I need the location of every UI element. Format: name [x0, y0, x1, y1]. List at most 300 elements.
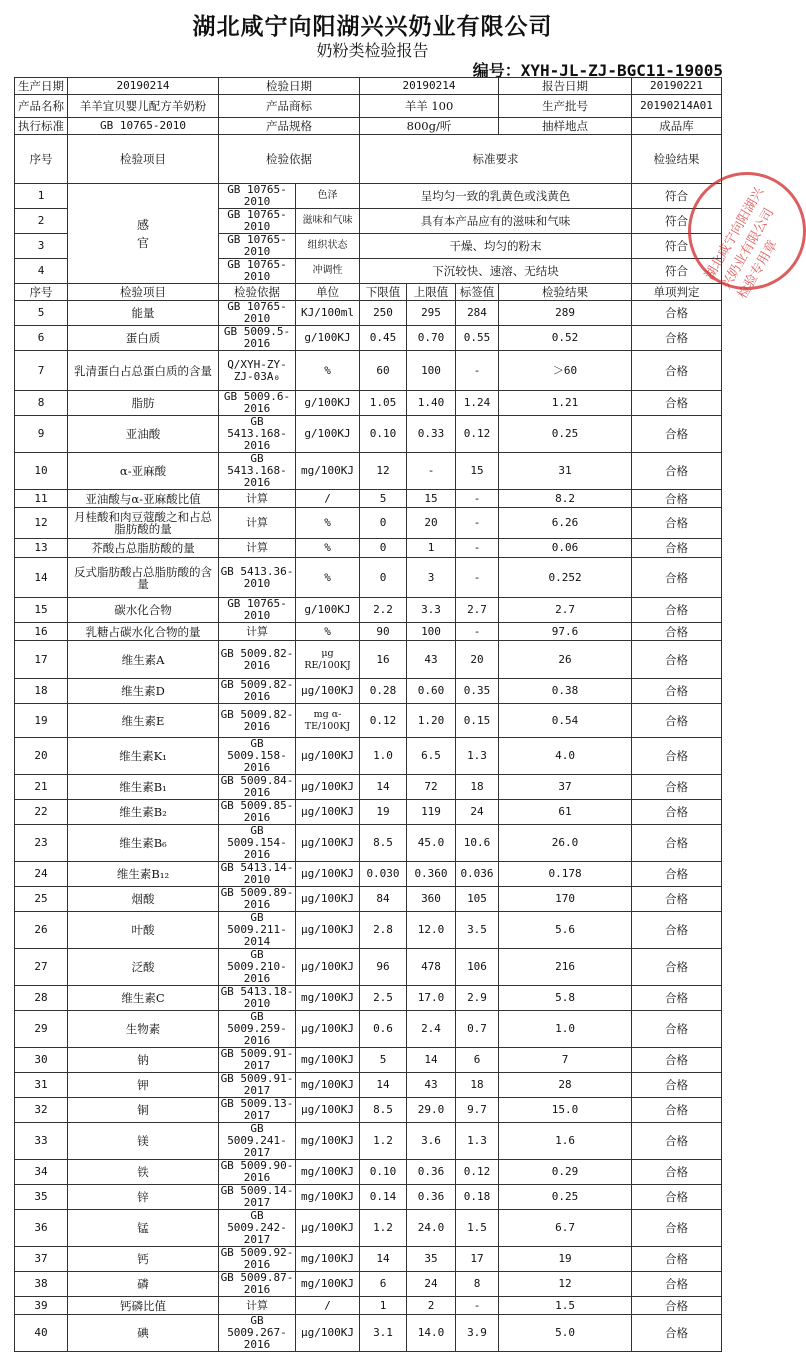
cell-no: 23: [15, 825, 68, 862]
cell-min: 0.10: [360, 416, 407, 453]
cell-unit: μg/100KJ: [296, 1210, 360, 1247]
cell-min: 0.12: [360, 704, 407, 738]
cell-judge: 合格: [632, 416, 722, 453]
cell-label: 3.5: [456, 912, 499, 949]
nutrient-row: [15, 679, 722, 704]
cell-item: 维生素E: [68, 704, 219, 738]
cell-result: 0.178: [499, 862, 632, 887]
cell-no: 7: [15, 351, 68, 391]
cell-judge: 合格: [632, 1210, 722, 1247]
cell-no: 17: [15, 641, 68, 679]
cell-unit: mg/100KJ: [296, 1247, 360, 1272]
cell-max: 1.40: [407, 391, 456, 416]
cell-label: 20: [456, 641, 499, 679]
cell-unit: mg/100KJ: [296, 1160, 360, 1185]
cell-basis: GB 5009.267-2016: [219, 1315, 296, 1352]
cell-unit: g/100KJ: [296, 391, 360, 416]
cell-judge: 合格: [632, 912, 722, 949]
cell-basis: GB 10765-2010: [219, 184, 296, 209]
report-date-label: 报告日期: [499, 78, 632, 95]
product-value: 羊羊宜贝婴儿配方羊奶粉: [68, 95, 219, 118]
cell-judge: 合格: [632, 508, 722, 539]
cell-no: 27: [15, 949, 68, 986]
cell-result: 289: [499, 301, 632, 326]
cell-req: 下沉较快、速溶、无结块: [360, 259, 632, 284]
cell-max: 0.36: [407, 1185, 456, 1210]
cell-max: 43: [407, 1073, 456, 1098]
cell-result: 6.26: [499, 508, 632, 539]
nutrient-row: [15, 1272, 722, 1297]
cell-min: 1: [360, 1297, 407, 1315]
cell-no: 16: [15, 623, 68, 641]
cell-min: 16: [360, 641, 407, 679]
std-label: 执行标准: [15, 118, 68, 135]
cell-judge: 合格: [632, 351, 722, 391]
cell-result: 0.52: [499, 326, 632, 351]
nutrient-row: [15, 800, 722, 825]
cell-basis: 计算: [219, 539, 296, 558]
brand-value: 羊羊 100: [360, 95, 499, 118]
cell-max: 0.70: [407, 326, 456, 351]
cell-max: 24.0: [407, 1210, 456, 1247]
cell-basis: GB 10765-2010: [219, 259, 296, 284]
nutrient-row: [15, 508, 722, 539]
cell-max: 3.3: [407, 598, 456, 623]
cell-item: 烟酸: [68, 887, 219, 912]
cell-result: 7: [499, 1048, 632, 1073]
cell-unit: μg/100KJ: [296, 949, 360, 986]
cell-item: 乳糖占碳水化合物的量: [68, 623, 219, 641]
cell-unit: mg/100KJ: [296, 1123, 360, 1160]
cell-max: 14: [407, 1048, 456, 1073]
cell-no: 34: [15, 1160, 68, 1185]
cell-min: 60: [360, 351, 407, 391]
cell-item: 铁: [68, 1160, 219, 1185]
spec-label: 产品规格: [219, 118, 360, 135]
cell-max: 100: [407, 623, 456, 641]
cell-no: 3: [15, 234, 68, 259]
cell-label: 0.12: [456, 416, 499, 453]
cell-unit: mg/100KJ: [296, 453, 360, 490]
cell-unit: /: [296, 490, 360, 508]
cell-result: 5.6: [499, 912, 632, 949]
cell-min: 5: [360, 490, 407, 508]
cell-no: 4: [15, 259, 68, 284]
cell-result: 19: [499, 1247, 632, 1272]
cell-item: 碳水化合物: [68, 598, 219, 623]
cell-judge: 合格: [632, 1185, 722, 1210]
nutrient-row: [15, 986, 722, 1011]
cell-no: 32: [15, 1098, 68, 1123]
cell-unit: %: [296, 508, 360, 539]
cell-min: 0.45: [360, 326, 407, 351]
cell-judge: 合格: [632, 1098, 722, 1123]
cell-basis: GB 5009.210-2016: [219, 949, 296, 986]
cell-judge: 合格: [632, 1123, 722, 1160]
cell-judge: 合格: [632, 800, 722, 825]
cell-min: 2.8: [360, 912, 407, 949]
cell-unit: /: [296, 1297, 360, 1315]
cell-result: 0.29: [499, 1160, 632, 1185]
cell-max: 45.0: [407, 825, 456, 862]
cell-unit: μg/100KJ: [296, 887, 360, 912]
cell-label: 0.18: [456, 1185, 499, 1210]
sensory-header-result: 检验结果: [632, 135, 722, 184]
cell-unit: KJ/100ml: [296, 301, 360, 326]
cell-no: 1: [15, 184, 68, 209]
cell-item: 泛酸: [68, 949, 219, 986]
cell-item: 维生素B₁: [68, 775, 219, 800]
cell-result: 216: [499, 949, 632, 986]
cell-min: 19: [360, 800, 407, 825]
cell-unit: μg/100KJ: [296, 825, 360, 862]
cell-basis: GB 5413.36-2010: [219, 558, 296, 598]
cell-label: -: [456, 351, 499, 391]
cell-judge: 合格: [632, 1247, 722, 1272]
cell-no: 13: [15, 539, 68, 558]
cell-item: 亚油酸: [68, 416, 219, 453]
cell-label: -: [456, 558, 499, 598]
cell-basis: GB 5009.84-2016: [219, 775, 296, 800]
brand-label: 产品商标: [219, 95, 360, 118]
cell-label: 0.55: [456, 326, 499, 351]
cell-min: 2.2: [360, 598, 407, 623]
cell-label: 15: [456, 453, 499, 490]
cell-basis: GB 5009.259-2016: [219, 1011, 296, 1048]
cell-max: 100: [407, 351, 456, 391]
cell-unit: μg/100KJ: [296, 1011, 360, 1048]
nutrient-row: [15, 1247, 722, 1272]
cell-min: 0: [360, 539, 407, 558]
sensory-group-char: 感: [136, 217, 149, 232]
cell-judge: 合格: [632, 1272, 722, 1297]
cell-judge: 合格: [632, 887, 722, 912]
cell-min: 3.1: [360, 1315, 407, 1352]
cell-result: 1.6: [499, 1123, 632, 1160]
cell-result: 15.0: [499, 1098, 632, 1123]
nutrient-row: [15, 416, 722, 453]
cell-max: 3: [407, 558, 456, 598]
cell-result: 0.38: [499, 679, 632, 704]
cell-result: ＞60: [499, 351, 632, 391]
nutrient-row: [15, 1011, 722, 1048]
batch-value: 20190214A01: [632, 95, 722, 118]
cell-label: -: [456, 508, 499, 539]
cell-judge: 合格: [632, 1048, 722, 1073]
sample-label: 抽样地点: [499, 118, 632, 135]
document-number: 编号：XYH-JL-ZJ-BGC11-19005: [472, 61, 723, 80]
test-date-label: 检验日期: [219, 78, 360, 95]
cell-unit: %: [296, 351, 360, 391]
cell-basis: GB 5009.89-2016: [219, 887, 296, 912]
nutrient-row: [15, 862, 722, 887]
report-date-value: 20190221: [632, 78, 722, 95]
cell-attr: 色泽: [296, 184, 360, 209]
cell-item: 锌: [68, 1185, 219, 1210]
cell-item: 钙磷比值: [68, 1297, 219, 1315]
nutrient-row: [15, 598, 722, 623]
cell-judge: 合格: [632, 1073, 722, 1098]
nutrient-header-cell: 检验依据: [219, 284, 296, 301]
cell-judge: 合格: [632, 862, 722, 887]
cell-label: 18: [456, 775, 499, 800]
cell-label: 105: [456, 887, 499, 912]
cell-no: 19: [15, 704, 68, 738]
cell-max: 2.4: [407, 1011, 456, 1048]
cell-unit: μg/100KJ: [296, 679, 360, 704]
cell-result: 1.21: [499, 391, 632, 416]
cell-max: 2: [407, 1297, 456, 1315]
cell-no: 5: [15, 301, 68, 326]
cell-item: 亚油酸与α-亚麻酸比值: [68, 490, 219, 508]
sensory-header-req: 标准要求: [360, 135, 632, 184]
cell-item: 维生素B₁₂: [68, 862, 219, 887]
cell-min: 0: [360, 558, 407, 598]
cell-no: 26: [15, 912, 68, 949]
cell-basis: GB 5009.85-2016: [219, 800, 296, 825]
cell-item: 镁: [68, 1123, 219, 1160]
nutrient-row: [15, 1048, 722, 1073]
nutrient-row: [15, 775, 722, 800]
cell-no: 21: [15, 775, 68, 800]
cell-label: 18: [456, 1073, 499, 1098]
cell-item: 碘: [68, 1315, 219, 1352]
cell-min: 14: [360, 1073, 407, 1098]
cell-item: 维生素C: [68, 986, 219, 1011]
cell-max: 24: [407, 1272, 456, 1297]
cell-min: 1.2: [360, 1210, 407, 1247]
cell-min: 0: [360, 508, 407, 539]
cell-label: -: [456, 539, 499, 558]
cell-item: 月桂酸和肉豆蔻酸之和占总脂肪酸的量: [68, 508, 219, 539]
cell-label: 0.7: [456, 1011, 499, 1048]
batch-label: 生产批号: [499, 95, 632, 118]
cell-judge: 合格: [632, 326, 722, 351]
cell-max: 119: [407, 800, 456, 825]
cell-no: 11: [15, 490, 68, 508]
cell-min: 8.5: [360, 825, 407, 862]
cell-label: -: [456, 490, 499, 508]
cell-max: 478: [407, 949, 456, 986]
cell-basis: GB 5009.154-2016: [219, 825, 296, 862]
cell-basis: GB 5009.241-2017: [219, 1123, 296, 1160]
prod-date-label: 生产日期: [15, 78, 68, 95]
cell-basis: GB 5009.242-2017: [219, 1210, 296, 1247]
cell-item: 维生素D: [68, 679, 219, 704]
cell-basis: GB 5009.14-2017: [219, 1185, 296, 1210]
cell-req: 呈均匀一致的乳黄色或浅黄色: [360, 184, 632, 209]
cell-result: 5.0: [499, 1315, 632, 1352]
cell-min: 0.030: [360, 862, 407, 887]
nutrient-header-cell: 标签值: [456, 284, 499, 301]
cell-unit: g/100KJ: [296, 416, 360, 453]
cell-item: 叶酸: [68, 912, 219, 949]
cell-attr: 滋味和气味: [296, 209, 360, 234]
cell-judge: 合格: [632, 490, 722, 508]
nutrient-row: [15, 558, 722, 598]
cell-judge: 合格: [632, 391, 722, 416]
cell-min: 250: [360, 301, 407, 326]
nutrient-row: [15, 301, 722, 326]
cell-unit: mg/100KJ: [296, 1185, 360, 1210]
cell-label: 2.7: [456, 598, 499, 623]
cell-min: 0.14: [360, 1185, 407, 1210]
cell-max: 72: [407, 775, 456, 800]
cell-req: 干燥、均匀的粉末: [360, 234, 632, 259]
nutrient-row: [15, 949, 722, 986]
cell-judge: 合格: [632, 453, 722, 490]
nutrient-row: [15, 391, 722, 416]
nutrient-row: [15, 490, 722, 508]
cell-attr: 冲调性: [296, 259, 360, 284]
cell-result: 5.8: [499, 986, 632, 1011]
cell-no: 35: [15, 1185, 68, 1210]
cell-max: 295: [407, 301, 456, 326]
nutrient-row: [15, 1098, 722, 1123]
cell-max: 6.5: [407, 738, 456, 775]
cell-item: 蛋白质: [68, 326, 219, 351]
cell-label: 8: [456, 1272, 499, 1297]
cell-label: 1.5: [456, 1210, 499, 1247]
cell-item: 脂肪: [68, 391, 219, 416]
cell-judge: 合格: [632, 1315, 722, 1352]
nutrient-row: [15, 825, 722, 862]
cell-label: 24: [456, 800, 499, 825]
cell-min: 12: [360, 453, 407, 490]
sensory-header-item: 检验项目: [68, 135, 219, 184]
nutrient-row: [15, 704, 722, 738]
cell-label: 0.15: [456, 704, 499, 738]
cell-label: 3.9: [456, 1315, 499, 1352]
cell-no: 14: [15, 558, 68, 598]
cell-unit: %: [296, 623, 360, 641]
cell-result: 97.6: [499, 623, 632, 641]
cell-result: 31: [499, 453, 632, 490]
cell-unit: g/100KJ: [296, 326, 360, 351]
cell-max: 14.0: [407, 1315, 456, 1352]
cell-judge: 合格: [632, 738, 722, 775]
cell-item: 芥酸占总脂肪酸的量: [68, 539, 219, 558]
test-date-value: 20190214: [360, 78, 499, 95]
nutrient-row: [15, 1297, 722, 1315]
cell-no: 36: [15, 1210, 68, 1247]
nutrient-header-cell: 检验项目: [68, 284, 219, 301]
cell-basis: GB 5009.91-2017: [219, 1073, 296, 1098]
nutrient-row: [15, 326, 722, 351]
cell-label: 1.24: [456, 391, 499, 416]
cell-unit: μg RE/100KJ: [296, 641, 360, 679]
cell-min: 1.0: [360, 738, 407, 775]
cell-no: 22: [15, 800, 68, 825]
cell-judge: 合格: [632, 623, 722, 641]
cell-max: 1: [407, 539, 456, 558]
cell-no: 28: [15, 986, 68, 1011]
cell-result: 0.06: [499, 539, 632, 558]
cell-no: 31: [15, 1073, 68, 1098]
cell-basis: GB 5009.158-2016: [219, 738, 296, 775]
cell-no: 18: [15, 679, 68, 704]
cell-item: 钾: [68, 1073, 219, 1098]
cell-result: 12: [499, 1272, 632, 1297]
cell-unit: μg/100KJ: [296, 862, 360, 887]
cell-unit: μg/100KJ: [296, 1315, 360, 1352]
cell-max: 1.20: [407, 704, 456, 738]
cell-basis: GB 5413.14-2010: [219, 862, 296, 887]
cell-no: 2: [15, 209, 68, 234]
cell-unit: μg/100KJ: [296, 800, 360, 825]
cell-basis: 计算: [219, 623, 296, 641]
cell-label: 10.6: [456, 825, 499, 862]
nutrient-header-cell: 上限值: [407, 284, 456, 301]
cell-label: 6: [456, 1048, 499, 1073]
cell-basis: GB 10765-2010: [219, 209, 296, 234]
spec-value: 800g/听: [360, 118, 499, 135]
cell-item: 维生素B₂: [68, 800, 219, 825]
cell-unit: g/100KJ: [296, 598, 360, 623]
cell-judge: 合格: [632, 1297, 722, 1315]
nutrient-row: [15, 912, 722, 949]
cell-judge: 合格: [632, 704, 722, 738]
cell-result: 符合: [632, 209, 722, 234]
nutrient-header-cell: 检验结果: [499, 284, 632, 301]
cell-min: 8.5: [360, 1098, 407, 1123]
cell-no: 33: [15, 1123, 68, 1160]
cell-result: 8.2: [499, 490, 632, 508]
cell-basis: GB 5413.168-2016: [219, 416, 296, 453]
cell-unit: mg/100KJ: [296, 1073, 360, 1098]
cell-item: 维生素K₁: [68, 738, 219, 775]
cell-basis: 计算: [219, 490, 296, 508]
nutrient-row: [15, 1123, 722, 1160]
cell-result: 符合: [632, 184, 722, 209]
cell-max: 43: [407, 641, 456, 679]
cell-judge: 合格: [632, 825, 722, 862]
cell-no: 8: [15, 391, 68, 416]
cell-max: 20: [407, 508, 456, 539]
cell-item: 锰: [68, 1210, 219, 1247]
cell-basis: GB 10765-2010: [219, 598, 296, 623]
cell-label: 0.35: [456, 679, 499, 704]
cell-label: 0.036: [456, 862, 499, 887]
cell-max: 0.60: [407, 679, 456, 704]
nutrient-header-cell: 下限值: [360, 284, 407, 301]
nutrient-row: [15, 453, 722, 490]
nutrient-row: [15, 1160, 722, 1185]
cell-item: 生物素: [68, 1011, 219, 1048]
cell-no: 9: [15, 416, 68, 453]
cell-item: 乳清蛋白占总蛋白质的含量: [68, 351, 219, 391]
cell-label: 9.7: [456, 1098, 499, 1123]
cell-basis: GB 10765-2010: [219, 301, 296, 326]
cell-judge: 合格: [632, 301, 722, 326]
cell-basis: GB 5009.82-2016: [219, 679, 296, 704]
cell-max: -: [407, 453, 456, 490]
cell-item: 维生素A: [68, 641, 219, 679]
cell-label: 284: [456, 301, 499, 326]
cell-judge: 合格: [632, 775, 722, 800]
cell-max: 15: [407, 490, 456, 508]
cell-basis: GB 5413.168-2016: [219, 453, 296, 490]
cell-result: 37: [499, 775, 632, 800]
cell-judge: 合格: [632, 539, 722, 558]
cell-basis: GB 5009.91-2017: [219, 1048, 296, 1073]
cell-no: 12: [15, 508, 68, 539]
cell-item: 钠: [68, 1048, 219, 1073]
cell-min: 14: [360, 1247, 407, 1272]
cell-unit: μg/100KJ: [296, 738, 360, 775]
cell-max: 0.360: [407, 862, 456, 887]
cell-judge: 合格: [632, 679, 722, 704]
